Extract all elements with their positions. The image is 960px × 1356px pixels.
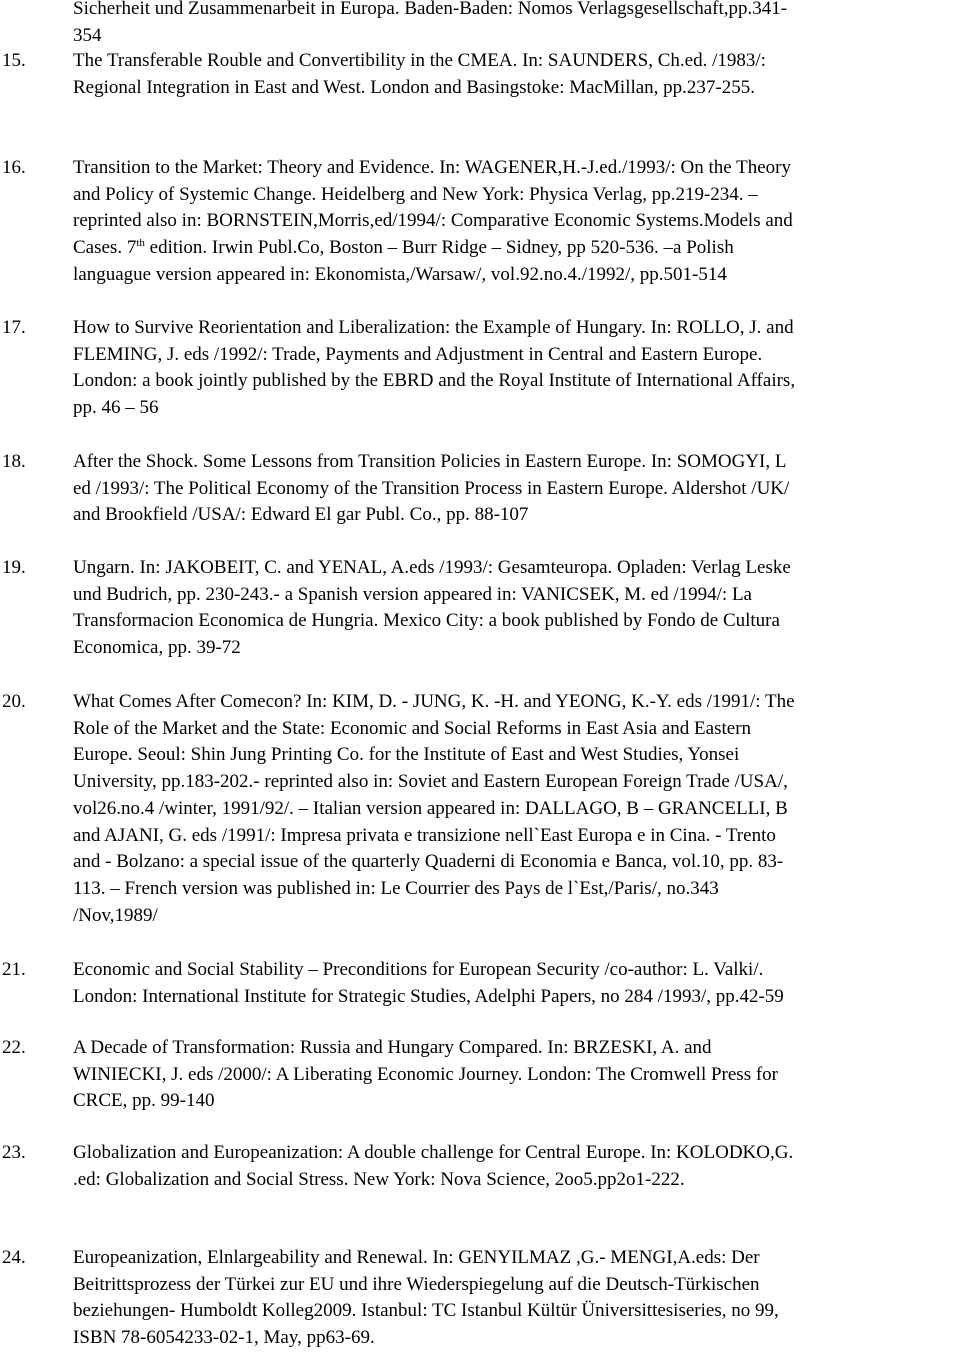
entry-number: 15. [2, 50, 26, 71]
text-line: FLEMING, J. eds /1992/: Trade, Payments and Adjustment in Central and Eastern Europe. [73, 343, 763, 365]
text-line: .ed: Globalization and Social Stress. New York: Nova Science, 2oo5.pp2o1-222. [73, 1168, 685, 1190]
entry-text [73, 1245, 953, 1352]
text-line: ISBN 78-6054233-02-1, May, pp63-69. [73, 1327, 375, 1349]
entry-text [73, 1140, 953, 1193]
text-line: Ungarn. In: JAKOBEIT, C. and YENAL, A.eds /1993/: Gesamteuropa. Opladen: Verlag Leske [73, 557, 791, 578]
text-segment: a Polish [673, 237, 734, 259]
text-line: /Nov,1989/ [73, 904, 158, 926]
text-line: London: a book jointly published by the EBRD and the Royal Institute of International Affairs, [73, 370, 796, 392]
text-segment: Cases. 7 [73, 237, 137, 259]
superscript: th [136, 237, 145, 250]
text-line: Europeanization, Elnlargeability and Renewal. In: GENYILMAZ ,G.- MENGI,A.eds: Der [73, 1247, 760, 1268]
text-line: and - Bolzano: a special issue of the quarterly Quaderni di Economia e Banca, vol.10, pp. 83- [73, 851, 784, 873]
text-line: languague version appeared in: Ekonomista,/Warsaw/, vol.92.no.4./1992/, pp.501-514 [73, 263, 727, 285]
text-line: and AJANI, G. eds /1991/: Impresa privata e transizione nell`East Europa e in Cina. - Trento [73, 824, 776, 846]
entry-text [73, 689, 953, 929]
entry-text [73, 155, 953, 289]
text-line: The Transferable Rouble and Convertibility in the CMEA. In: SAUNDERS, Ch.ed. /1983/: [73, 50, 766, 71]
text-line: How to Survive Reorientation and Liberalization: the Example of Hungary. In: ROLLO, J. and [73, 317, 794, 338]
text-line: and Brookfield /USA/: Edward El gar Publ. Co., pp. 88-107 [73, 504, 529, 526]
text-segment: edition. Irwin Publ.Co, Boston – Burr Ridge – Sidney, pp 520-536. – [144, 237, 674, 259]
entry-number: 19. [2, 557, 26, 578]
text-line: Role of the Market and the State: Economic and Social Reforms in East Asia and Eastern [73, 717, 752, 739]
text-line: WINIECKI, J. eds /2000/: A Liberating Economic Journey. London: The Cromwell Press for [73, 1063, 778, 1085]
text-line: ed /1993/: The Political Economy of the Transition Process in Eastern Europe. Aldershot /UK/ [73, 477, 790, 499]
entry-number: 23. [2, 1142, 26, 1163]
entry-number: 17. [2, 317, 26, 338]
text-line: Sicherheit und Zusammenarbeit in Europa. Baden-Baden: Nomos Verlagsgesellschaft,pp.341- [73, 0, 788, 19]
entry-number: 24. [2, 1247, 26, 1268]
text-line: What Comes After Comecon? In: KIM, D. - JUNG, K. -H. and YEONG, K.-Y. eds /1991/: The [73, 691, 795, 712]
text-line: Regional Integration in East and West. London and Basingstoke: MacMillan, pp.237-255. [73, 76, 756, 98]
text-line: pp. 46 – 56 [73, 397, 159, 419]
text-line: Globalization and Europeanization: A double challenge for Central Europe. In: KOLODKO,G. [73, 1142, 794, 1163]
text-line: 354 [73, 24, 102, 46]
entry-number: 21. [2, 959, 26, 980]
entry-text [73, 957, 953, 1010]
entry-text [73, 449, 953, 529]
entry-number: 18. [2, 451, 26, 472]
text-line: 113. – French version was published in: Le Courrier des Pays de l`Est,/Paris/, no.343 [73, 877, 719, 899]
text-line: London: International Institute for Strategic Studies, Adelphi Papers, no 284 /1993/, pp.42-59 [73, 985, 784, 1007]
text-line: After the Shock. Some Lessons from Transition Policies in Eastern Europe. In: SOMOGYI, L [73, 451, 787, 472]
entry-number: 16. [2, 157, 26, 178]
text-line: and Policy of Systemic Change. Heidelberg and New York: Physica Verlag, pp.219-234. – [73, 183, 758, 205]
entry-text [73, 1035, 953, 1115]
text-line: A Decade of Transformation: Russia and Hungary Compared. In: BRZESKI, A. and [73, 1037, 712, 1058]
entry-text [73, 315, 953, 422]
text-line: reprinted also in: BORNSTEIN,Morris,ed/1994/: Comparative Economic Systems.Models and [73, 210, 793, 232]
entry-text [73, 48, 953, 101]
text-line: Transformacion Economica de Hungria. Mexico City: a book published by Fondo de Cultura [73, 610, 780, 632]
text-line: Economica, pp. 39-72 [73, 637, 241, 659]
text-line [73, 235, 953, 262]
text-line: Economic and Social Stability – Preconditions for European Security /co-author: L. Valki/. [73, 959, 764, 980]
text-line: University, pp.183-202.- reprinted also in: Soviet and Eastern European Foreign Trade /USA/, [73, 771, 788, 793]
entry-text [73, 555, 953, 662]
text-line: und Budrich, pp. 230-243.- a Spanish version appeared in: VANICSEK, M. ed /1994/: La [73, 583, 752, 605]
entry-number: 22. [2, 1037, 26, 1058]
entry-number: 20. [2, 691, 26, 712]
text-line: Europe. Seoul: Shin Jung Printing Co. for the Institute of East and West Studies, Yonsei [73, 744, 740, 766]
continued-reference [73, 0, 953, 49]
text-line: vol26.no.4 /winter, 1991/92/. – Italian version appeared in: DALLAGO, B – GRANCELLI, B [73, 797, 788, 819]
text-line: beziehungen- Humboldt Kolleg2009. Istanbul: TC Istanbul Kültür Üniversittesiseries, no 99, [73, 1300, 779, 1322]
text-line: CRCE, pp. 99-140 [73, 1090, 215, 1112]
text-line: Transition to the Market: Theory and Evidence. In: WAGENER,H.-J.ed./1993/: On the Theory [73, 157, 792, 178]
text-line: Beitrittsprozess der Türkei zur EU und ihre Wiederspiegelung auf die Deutsch-Türkischen [73, 1273, 760, 1295]
